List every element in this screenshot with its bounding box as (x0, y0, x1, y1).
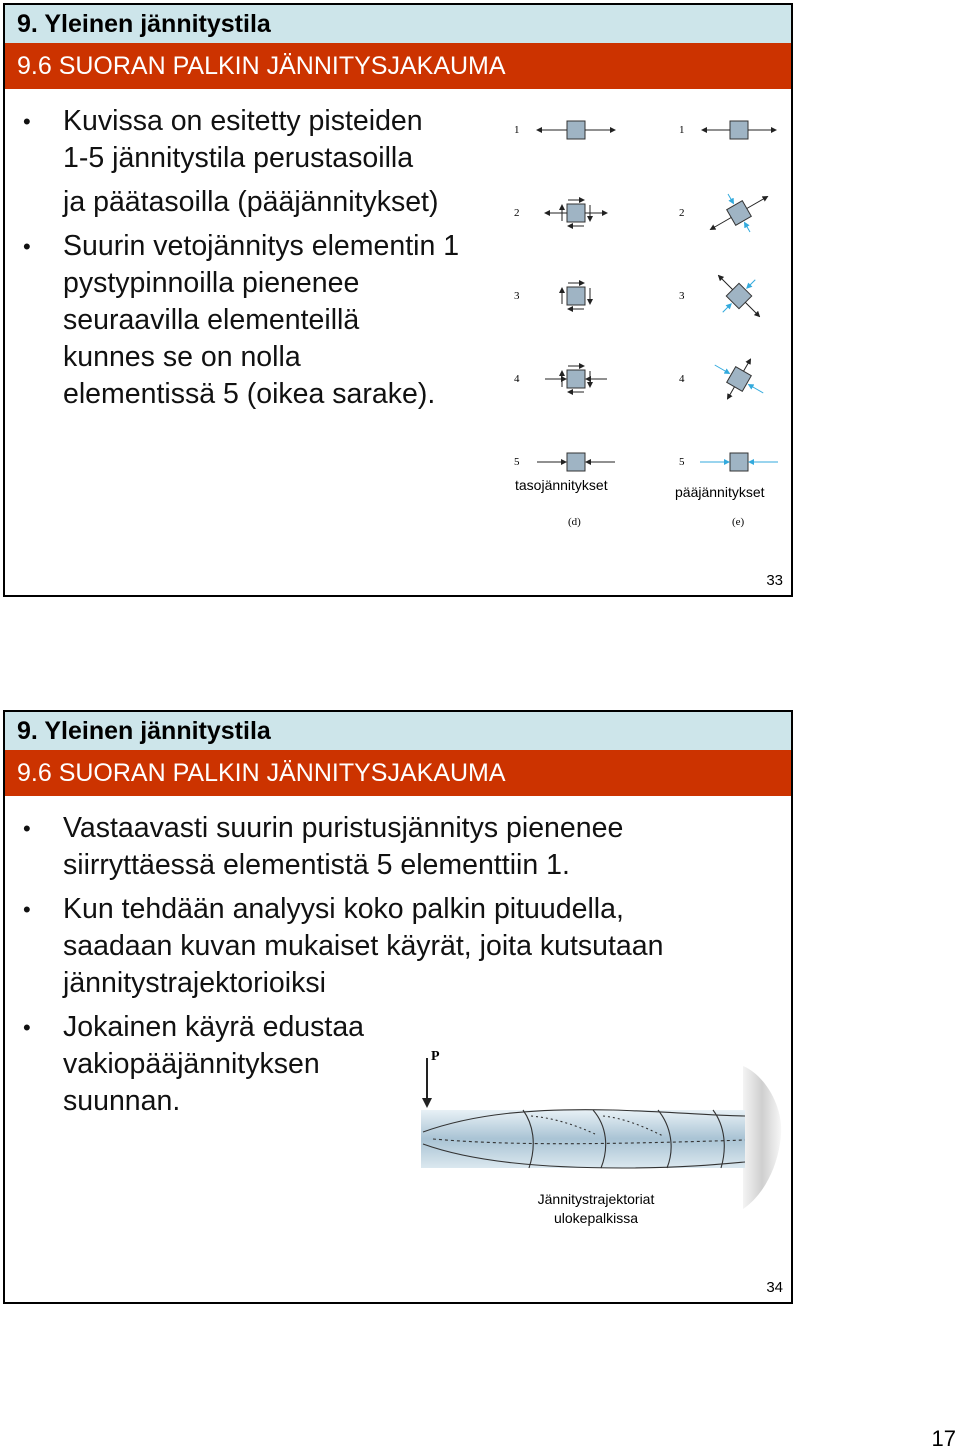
plane-stress-element-4 (545, 366, 607, 392)
document-page-number: 17 (931, 1426, 956, 1451)
stress-elements-figure (500, 105, 790, 535)
bullet-text: elementissä 5 (oikea sarake). (63, 378, 436, 410)
row-label: 5 (679, 456, 685, 468)
bullet-text: Vastaavasti suurin puristusjännitys pienenee (63, 812, 624, 844)
bullet-dot: • (23, 816, 31, 841)
sublabel-d: (d) (568, 516, 581, 528)
slide-33 (3, 3, 793, 597)
bullet-text: ja päätasoilla (pääjännitykset) (63, 186, 439, 218)
principal-stress-element-3 (702, 259, 776, 333)
bullet-text: kunnes se on nolla (63, 341, 301, 373)
caption-plane-stresses: tasojännitykset (515, 477, 608, 493)
row-label: 3 (514, 290, 520, 302)
page-number: 34 (766, 1279, 783, 1296)
load-label: P (431, 1049, 440, 1064)
principal-stress-element-5 (700, 453, 778, 471)
caption-line: ulokepalkissa (553, 1210, 639, 1226)
principal-stress-element-1 (702, 121, 776, 139)
principal-stress-element-4 (703, 345, 774, 413)
section-title: 9.6 SUORAN PALKIN JÄNNITYSJAKAUMA (5, 43, 791, 89)
bullet-dot: • (23, 109, 31, 134)
bullet-text: siirryttäessä elementistä 5 elementtiin 1. (63, 849, 570, 881)
plane-stress-element-2 (545, 200, 607, 226)
figure-caption (521, 1190, 671, 1228)
row-label: 2 (514, 207, 520, 219)
bullet-text: pystypinnoilla pienenee (63, 267, 360, 299)
bullet-dot: • (23, 1015, 31, 1040)
section-title: 9.6 SUORAN PALKIN JÄNNITYSJAKAUMA (5, 750, 791, 796)
bullet-dot: • (23, 897, 31, 922)
principal-stress-element-2 (699, 177, 778, 248)
row-label: 2 (679, 207, 685, 219)
bullet-text: saadaan kuvan mukaiset käyrät, joita kutsutaan (63, 930, 664, 962)
plane-stress-element-5 (537, 453, 615, 471)
bullet-text: Jokainen käyrä edustaa (63, 1011, 365, 1043)
row-label: 5 (514, 456, 520, 468)
fixed-support (743, 1066, 781, 1209)
plane-stress-element-1 (537, 121, 615, 139)
caption-line: Jännitystrajektoriat (537, 1191, 655, 1207)
row-label: 4 (679, 373, 685, 385)
slide-34 (3, 710, 793, 1304)
chapter-title: 9. Yleinen jännitystila (5, 5, 791, 43)
bullet-text: vakiopääjännityksen (63, 1048, 320, 1080)
bullet-text: Kun tehdään analyysi koko palkin pituudella, (63, 893, 624, 925)
bullet-text: 1-5 jännitystila perustasoilla (63, 142, 414, 174)
plane-stress-element-3 (562, 283, 590, 309)
bullet-text: jännitystrajektorioiksi (63, 967, 326, 999)
row-label: 4 (514, 373, 520, 385)
row-label: 1 (679, 124, 685, 136)
caption-principal-stresses: pääjännitykset (675, 484, 765, 500)
row-label: 1 (514, 124, 520, 136)
bullet-dot: • (23, 234, 31, 259)
page-number: 33 (766, 572, 783, 589)
bullet-text: Suurin vetojännitys elementin 1 (63, 230, 460, 262)
bullet-text: seuraavilla elementeillä (63, 304, 360, 336)
bullet-text: Kuvissa on esitetty pisteiden (63, 105, 423, 137)
bullet-text: suunnan. (63, 1085, 181, 1117)
sublabel-e: (e) (732, 516, 745, 528)
chapter-title: 9. Yleinen jännitystila (5, 712, 791, 750)
row-label: 3 (679, 290, 685, 302)
